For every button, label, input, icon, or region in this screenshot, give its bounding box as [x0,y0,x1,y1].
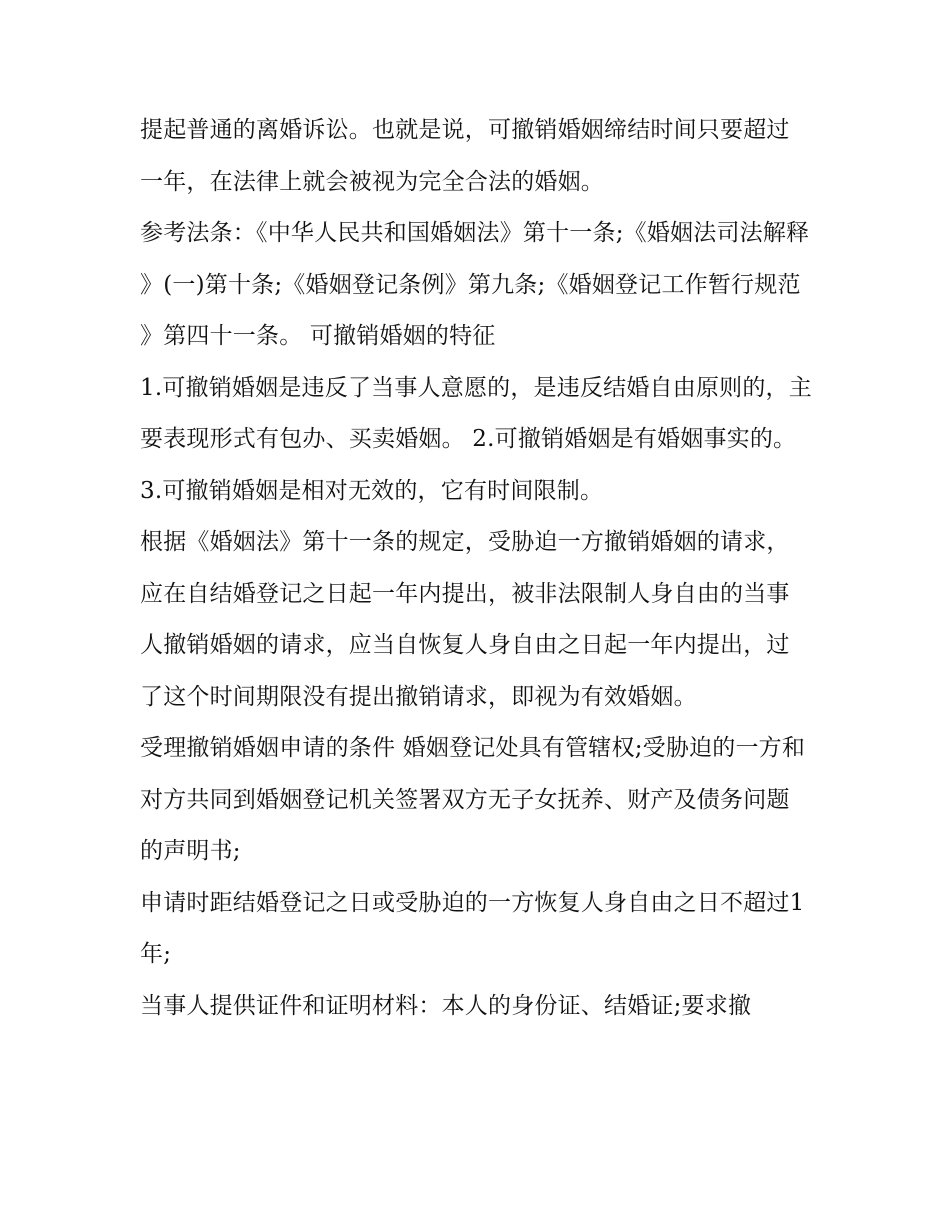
paragraph-conditions: 受理撤销婚姻申请的条件 婚姻登记处具有管辖权;受胁迫的一方和对方共同到婚姻登记机关签署双方无子女抚养、财产及债务问题的声明书; [140,735,806,864]
paragraph-feature-3: 3.可撤销婚姻是相对无效的，它有时间限制。 [140,477,604,504]
paragraph-documents: 当事人提供证件和证明材料：本人的身份证、结婚证;要求撤 [140,992,752,1019]
paragraph-time-limit: 根据《婚姻法》第十一条的规定，受胁迫一方撤销婚姻的请求，应在自结婚登记之日起一年内提出，被非法限制人身自由的当事人撤销婚姻的请求，应当自恢复人身自由之日起一年内提出，过了这个时间期限没有提出撤销请求，即视为有效婚姻。 [140,529,790,710]
paragraph-application-time: 申请时距结婚登记之日或受胁迫的一方恢复人身自由之日不超过1年; [140,889,805,967]
paragraph-divorce-lawsuit: 提起普通的离婚诉讼。也就是说，可撤销婚姻缔结时间只要超过一年，在法律上就会被视为完全合法的婚姻。 [140,117,790,195]
paragraph-reference-laws: 参考法条：《中华人民共和国婚姻法》第十一条;《婚姻法司法解释》(一)第十条;《婚姻登记条例》第九条;《婚姻登记工作暂行规范》第四十一条。 可撤销婚姻的特征 [140,220,810,349]
paragraph-feature-1-2: 1.可撤销婚姻是违反了当事人意愿的，是违反结婚自由原则的，主要表现形式有包办、买卖婚姻。 2.可撤销婚姻是有婚姻事实的。 [140,374,812,452]
document-body [140,105,812,1032]
